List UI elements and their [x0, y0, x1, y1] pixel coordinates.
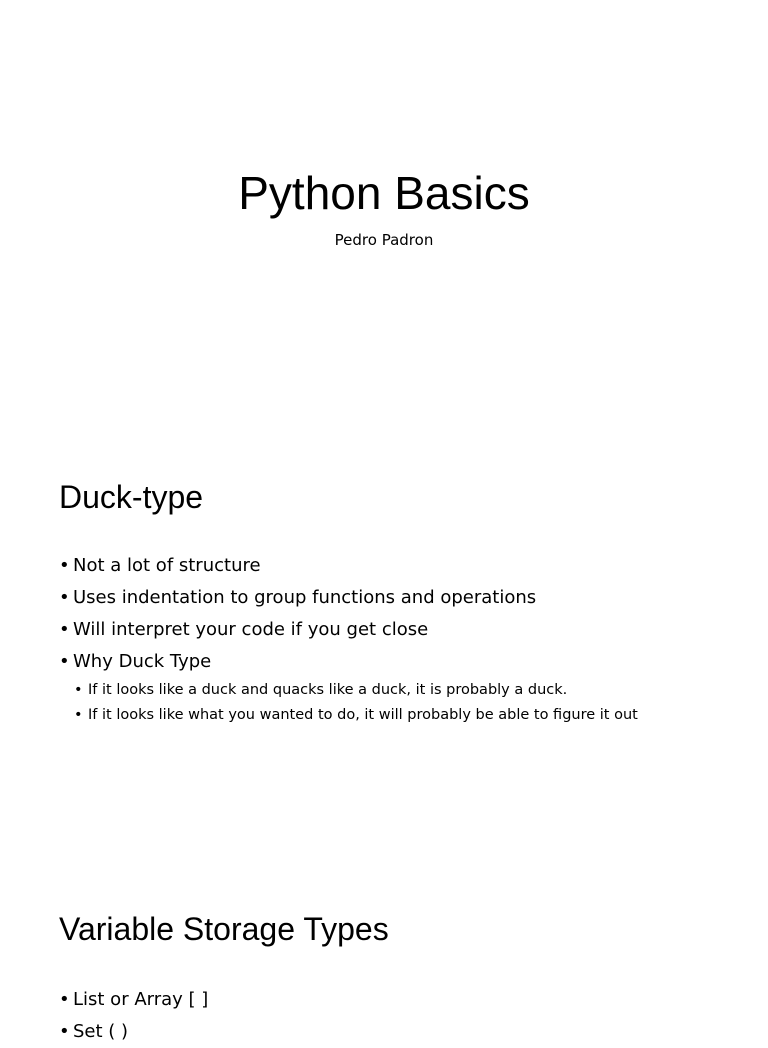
bullet-item: • Will interpret your code if you get close	[59, 614, 638, 646]
sub-bullet-list	[59, 678, 638, 728]
duck-type-slide	[0, 440, 768, 870]
sub-bullet-group	[59, 678, 638, 728]
bullet-item: • Set ( )	[59, 1016, 208, 1048]
bullet-list	[59, 550, 638, 728]
bullet-list	[59, 984, 208, 1048]
slide-title: Python Basics	[238, 167, 530, 219]
sub-bullet-item: • If it looks like a duck and quacks like a duck, it is probably a duck.	[59, 678, 638, 703]
variable-storage-slide	[0, 870, 768, 1042]
bullet-item: • List or Array [ ]	[59, 984, 208, 1016]
bullet-item: • Not a lot of structure	[59, 550, 638, 582]
bullet-item: • Uses indentation to group functions and operations	[59, 582, 638, 614]
title-slide	[0, 0, 768, 440]
slide-heading: Duck-type	[59, 479, 204, 515]
slide-subtitle-author: Pedro Padron	[334, 231, 434, 249]
bullet-item: • Why Duck Type	[59, 646, 638, 678]
slide-heading: Variable Storage Types	[59, 911, 389, 947]
sub-bullet-item: • If it looks like what you wanted to do, it will probably be able to figure it out	[59, 703, 638, 728]
